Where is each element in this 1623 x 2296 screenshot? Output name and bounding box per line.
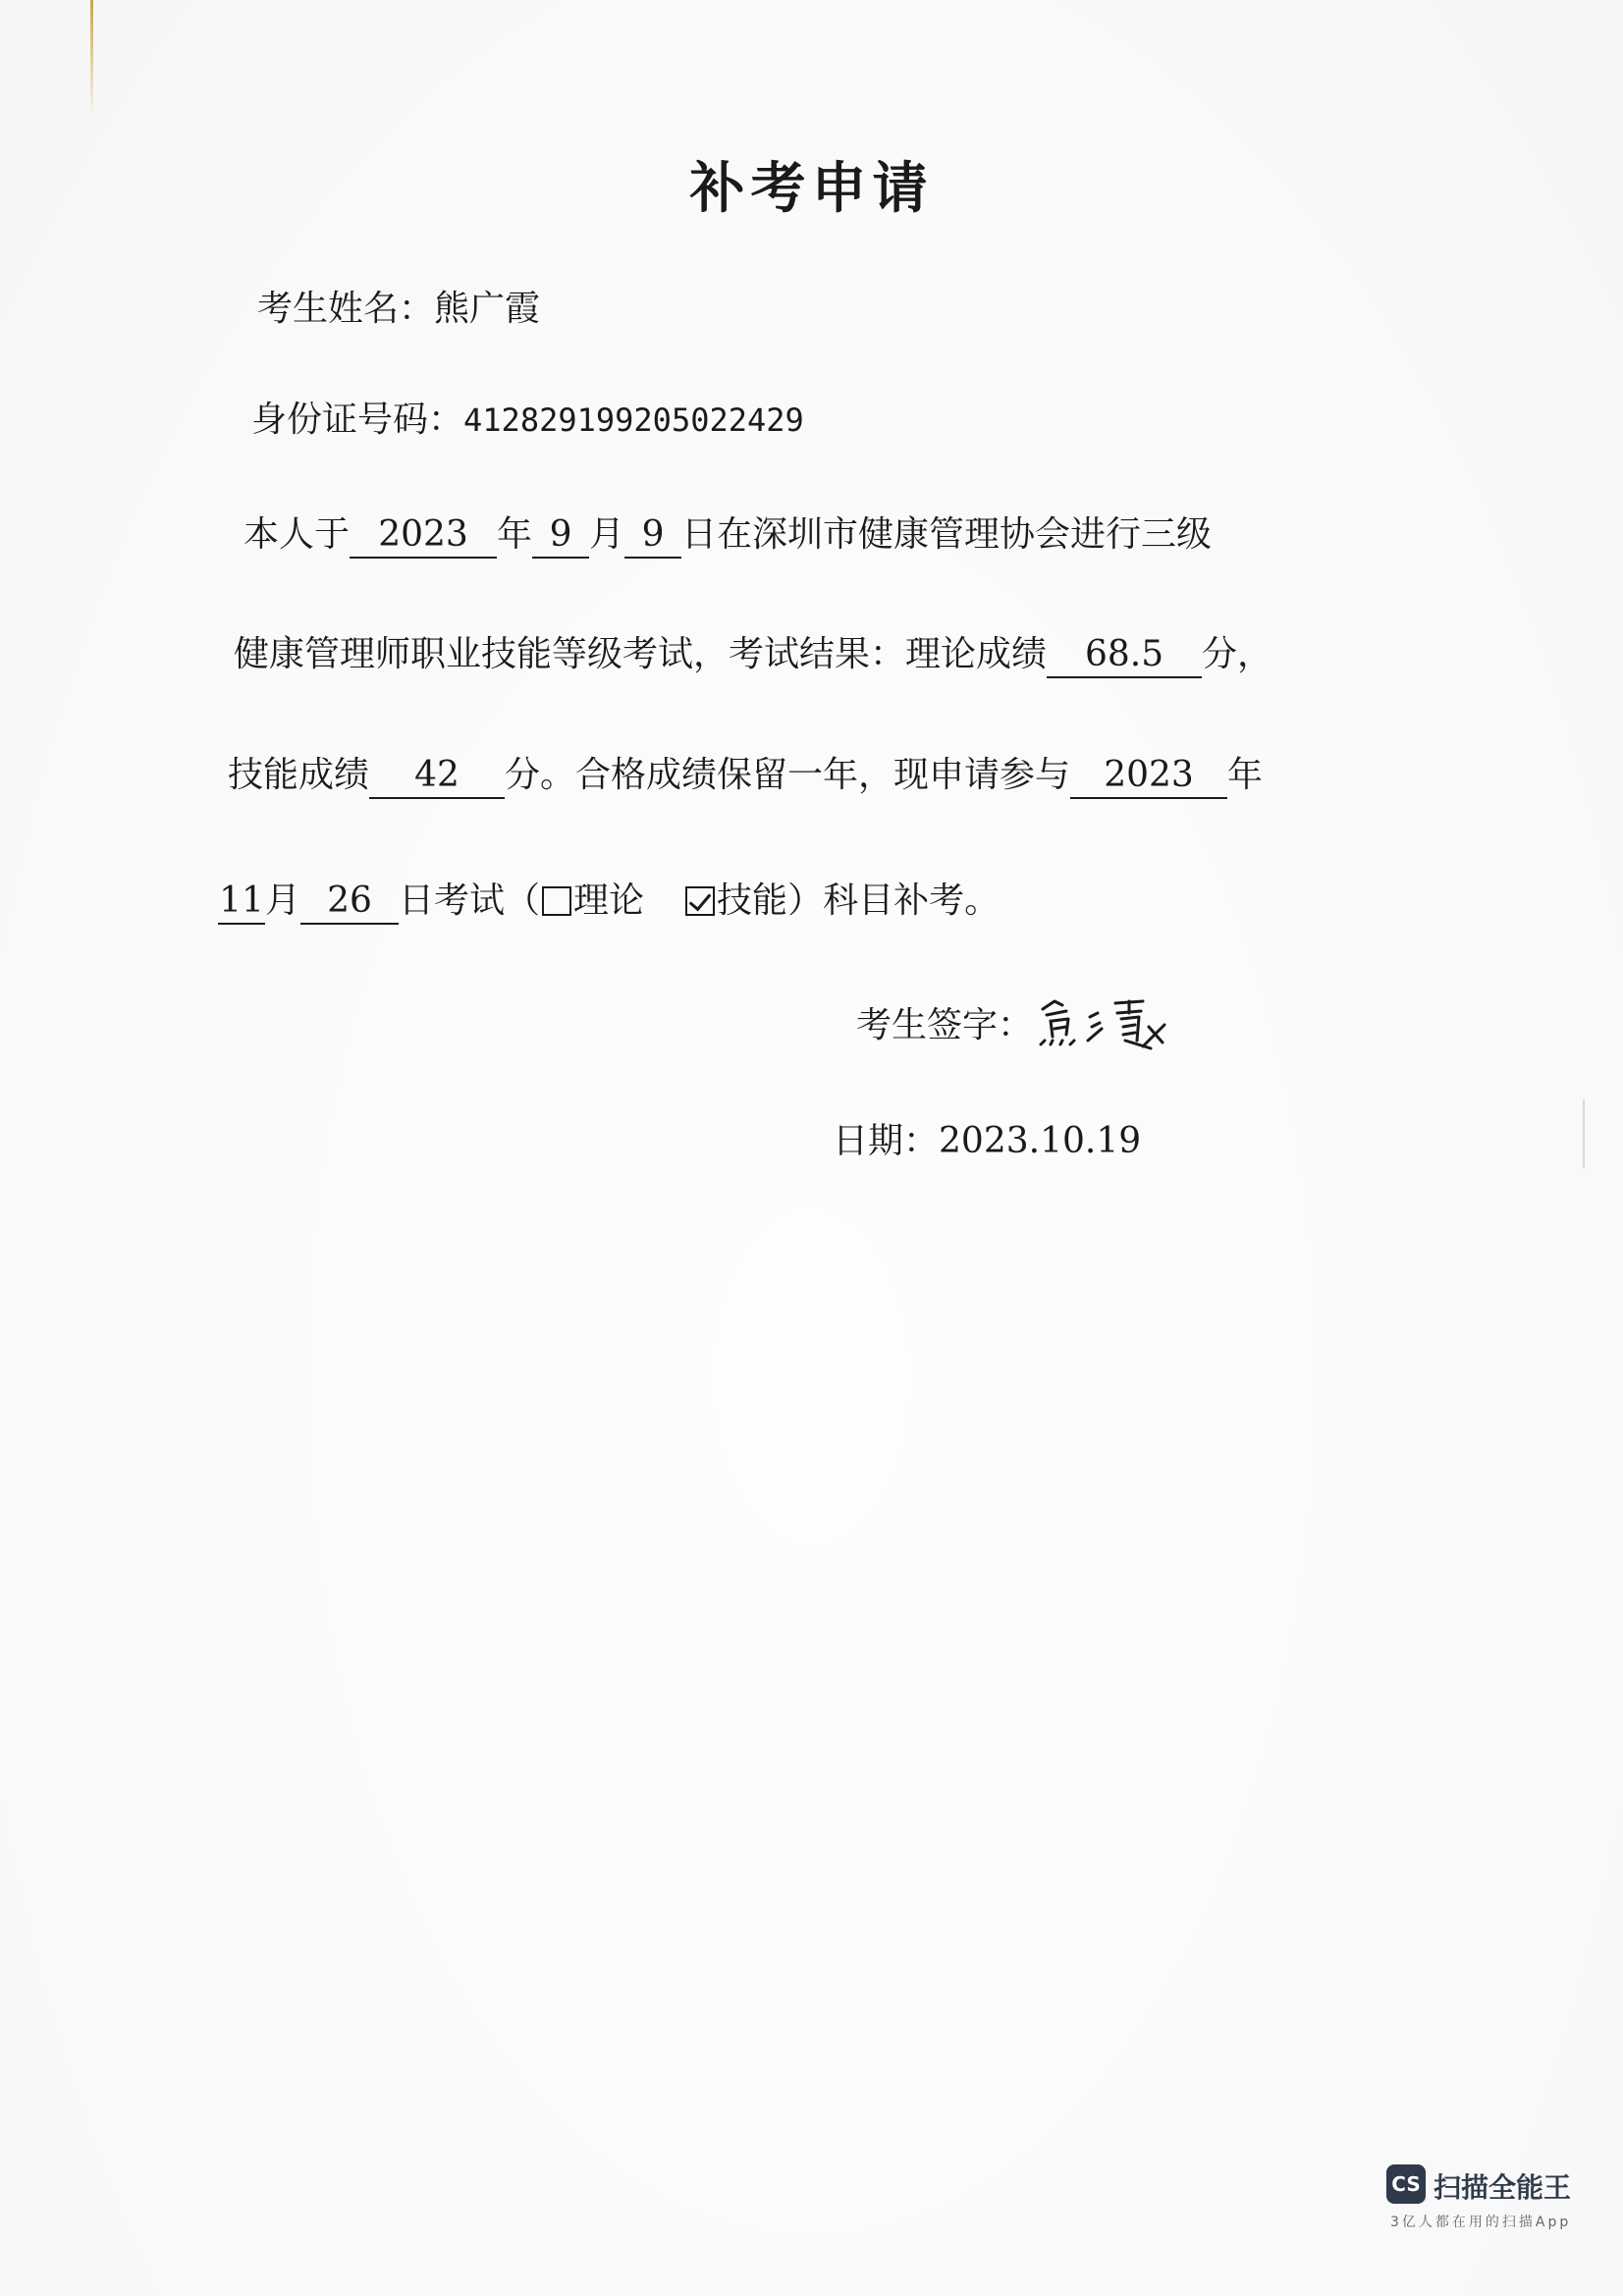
date-value: 2023.10.19 [939, 1121, 1142, 1161]
signature-line [856, 991, 1180, 1064]
p3-middle: 分。合格成绩保留一年，现申请参与 [505, 755, 1071, 795]
retake-day: 26 [300, 880, 399, 925]
p4-middle: 日考试（ [399, 881, 541, 921]
theory-option-label: 理论 [573, 881, 645, 921]
paragraph-line-3 [228, 751, 1263, 800]
exam-day: 9 [624, 513, 681, 559]
paragraph-line-1 [243, 510, 1212, 560]
year-suffix: 年 [497, 514, 533, 555]
date-label: 日期： [833, 1121, 940, 1161]
month-suffix: 月 [589, 514, 625, 555]
document-title: 补考申请 [689, 156, 934, 221]
p1-suffix: 日在深圳市健康管理协会进行三级 [681, 514, 1213, 555]
theory-checkbox[interactable] [542, 886, 571, 916]
name-line [257, 285, 540, 334]
name-value: 熊广霞 [434, 289, 541, 329]
paragraph-line-4 [218, 877, 1000, 926]
exam-year: 2023 [350, 513, 497, 559]
signature-label: 考生签字： [856, 1005, 1034, 1045]
brand-name: 扫描全能王 [1434, 2171, 1572, 2204]
skill-option-label: 技能 [717, 881, 788, 921]
paper-edge-mark [90, 0, 93, 118]
name-label: 考生姓名： [257, 289, 435, 329]
theory-score: 68.5 [1047, 633, 1202, 678]
camscanner-logo-icon: CS [1386, 2164, 1426, 2204]
scanner-watermark [1386, 2164, 1602, 2233]
paper-edge-mark-right [1583, 1099, 1585, 1168]
exam-month: 9 [532, 513, 589, 559]
id-line [251, 396, 804, 445]
retake-month: 11 [218, 880, 265, 925]
handwritten-signature [1033, 991, 1180, 1064]
p3-prefix: 技能成绩 [228, 755, 370, 795]
p2-prefix: 健康管理师职业技能等级考试，考试结果：理论成绩 [234, 634, 1048, 674]
id-value: 412829199205022429 [463, 401, 804, 439]
p3-suffix: 年 [1227, 755, 1264, 795]
retake-year: 2023 [1070, 754, 1227, 799]
p2-suffix: 分， [1202, 634, 1273, 674]
id-label: 身份证号码： [251, 400, 464, 440]
paragraph-line-2 [234, 630, 1272, 679]
skill-score: 42 [369, 754, 505, 799]
brand-tagline: 3亿人都在用的扫描App [1390, 2215, 1572, 2230]
skill-checkbox[interactable] [685, 886, 715, 916]
month-suffix-2: 月 [265, 881, 301, 921]
p1-prefix: 本人于 [243, 514, 351, 555]
p4-suffix: ）科目补考。 [787, 881, 1001, 921]
date-line [833, 1117, 1141, 1166]
